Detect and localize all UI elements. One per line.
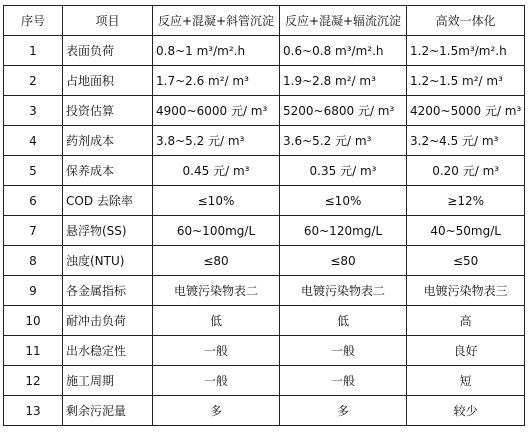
cell-process-a: ≤10% xyxy=(153,186,280,216)
row-item: 出水稳定性 xyxy=(63,336,153,366)
cell-process-a: 电镀污染物表二 xyxy=(153,276,280,306)
cell-process-a: 0.45 元/ m³ xyxy=(153,156,280,186)
row-number: 12 xyxy=(4,366,63,396)
cell-process-b: ≤10% xyxy=(280,186,407,216)
row-number: 7 xyxy=(4,216,63,246)
row-item: 投资估算 xyxy=(63,96,153,126)
cell-process-b: 一般 xyxy=(280,366,407,396)
cell-process-a: 60~100mg/L xyxy=(153,216,280,246)
cell-process-a: 低 xyxy=(153,306,280,336)
row-number: 8 xyxy=(4,246,63,276)
row-item: 保养成本 xyxy=(63,156,153,186)
table-row xyxy=(4,36,525,66)
table-row xyxy=(4,246,525,276)
cell-process-b: ≤80 xyxy=(280,246,407,276)
header-process-c: 高效一体化 xyxy=(407,6,525,36)
cell-process-b: 0.6~0.8 m³/m².h xyxy=(280,36,407,66)
cell-process-c: 短 xyxy=(407,366,525,396)
cell-process-c: 0.20 元/ m³ xyxy=(407,156,525,186)
cell-process-c: 4200~5000 元/ m³ xyxy=(407,96,525,126)
table-row xyxy=(4,336,525,366)
cell-process-a: 1.7~2.6 m²/ m³ xyxy=(153,66,280,96)
cell-process-a: ≤80 xyxy=(153,246,280,276)
row-item: 施工周期 xyxy=(63,366,153,396)
header-no: 序号 xyxy=(4,6,63,36)
cell-process-c: 电镀污染物表三 xyxy=(407,276,525,306)
table-row xyxy=(4,156,525,186)
table-row xyxy=(4,216,525,246)
cell-process-c: 3.2~4.5 元/ m³ xyxy=(407,126,525,156)
row-item: 剩余污泥量 xyxy=(63,396,153,426)
header-row xyxy=(4,6,525,36)
table-body xyxy=(4,36,525,426)
header-process-a: 反应+混凝+斜管沉淀 xyxy=(153,6,280,36)
row-number: 4 xyxy=(4,126,63,156)
row-item: 浊度(NTU) xyxy=(63,246,153,276)
row-number: 5 xyxy=(4,156,63,186)
cell-process-a: 4900~6000 元/ m³ xyxy=(153,96,280,126)
cell-process-c: 1.2~1.5 m²/ m³ xyxy=(407,66,525,96)
row-number: 13 xyxy=(4,396,63,426)
row-item: COD 去除率 xyxy=(63,186,153,216)
cell-process-c: 40~50mg/L xyxy=(407,216,525,246)
cell-process-a: 0.8~1 m³/m².h xyxy=(153,36,280,66)
cell-process-c: ≥12% xyxy=(407,186,525,216)
row-number: 1 xyxy=(4,36,63,66)
table-row xyxy=(4,396,525,426)
row-item: 药剂成本 xyxy=(63,126,153,156)
cell-process-b: 一般 xyxy=(280,336,407,366)
header-process-b: 反应+混凝+辐流沉淀 xyxy=(280,6,407,36)
table-row xyxy=(4,96,525,126)
cell-process-b: 3.6~5.2 元/ m³ xyxy=(280,126,407,156)
cell-process-c: 高 xyxy=(407,306,525,336)
table-row xyxy=(4,66,525,96)
cell-process-c: 较少 xyxy=(407,396,525,426)
row-number: 11 xyxy=(4,336,63,366)
cell-process-b: 0.35 元/ m³ xyxy=(280,156,407,186)
cell-process-a: 一般 xyxy=(153,336,280,366)
cell-process-b: 低 xyxy=(280,306,407,336)
table-row xyxy=(4,186,525,216)
row-item: 表面负荷 xyxy=(63,36,153,66)
row-number: 2 xyxy=(4,66,63,96)
table-row xyxy=(4,276,525,306)
table-row xyxy=(4,306,525,336)
row-number: 10 xyxy=(4,306,63,336)
table-row xyxy=(4,366,525,396)
row-item: 占地面积 xyxy=(63,66,153,96)
table-row xyxy=(4,126,525,156)
row-item: 各金属指标 xyxy=(63,276,153,306)
cell-process-b: 电镀污染物表二 xyxy=(280,276,407,306)
header-item: 项目 xyxy=(63,6,153,36)
cell-process-b: 多 xyxy=(280,396,407,426)
cell-process-b: 60~120mg/L xyxy=(280,216,407,246)
cell-process-b: 5200~6800 元/ m³ xyxy=(280,96,407,126)
cell-process-c: ≤50 xyxy=(407,246,525,276)
cell-process-a: 3.8~5.2 元/ m³ xyxy=(153,126,280,156)
row-number: 3 xyxy=(4,96,63,126)
cell-process-b: 1.9~2.8 m²/ m³ xyxy=(280,66,407,96)
cell-process-c: 良好 xyxy=(407,336,525,366)
comparison-table xyxy=(3,5,525,426)
cell-process-a: 一般 xyxy=(153,366,280,396)
row-item: 耐冲击负荷 xyxy=(63,306,153,336)
cell-process-c: 1.2~1.5m³/m².h xyxy=(407,36,525,66)
row-number: 6 xyxy=(4,186,63,216)
row-item: 悬浮物(SS) xyxy=(63,216,153,246)
row-number: 9 xyxy=(4,276,63,306)
cell-process-a: 多 xyxy=(153,396,280,426)
